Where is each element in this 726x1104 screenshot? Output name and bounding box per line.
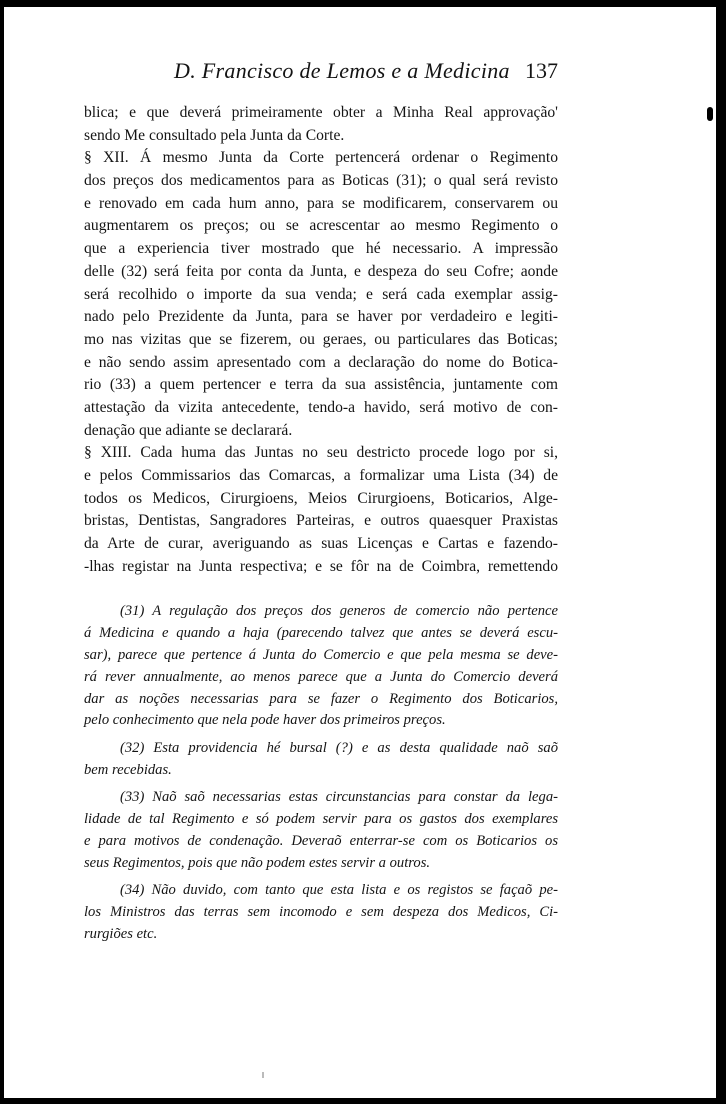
body-line: -lhas registar na Junta respectiva; e se fôr na de Coimbra, remettendo	[84, 557, 558, 575]
scan-frame-right	[716, 0, 726, 1104]
footnote-33	[84, 787, 558, 875]
scan-speck	[262, 1072, 264, 1078]
scan-frame-bottom	[0, 1098, 726, 1104]
body-line: todos os Medicos, Cirurgioens, Meios Cirurgioens, Boticarios, Alge-	[84, 489, 558, 507]
body-line: dos preços dos medicamentos para as Boticas (31); o qual será revisto	[84, 172, 558, 190]
footnote-32	[84, 738, 558, 782]
footnote-line: (34) Não duvido, com tanto que esta lista e os registos se façaõ pe-	[120, 882, 558, 899]
footnote-34	[84, 880, 558, 946]
body-line: § XIII. Cada huma das Juntas no seu destricto procede logo por si,	[84, 444, 558, 462]
body-line: denação que adiante se declarará.	[84, 421, 293, 439]
body-line: bristas, Dentistas, Sangradores Parteiras, e outros quaesquer Praxistas	[84, 512, 558, 530]
body-line: mo nas vizitas que se fizerem, ou geraes, ou particulares das Boticas;	[84, 330, 558, 348]
body-line: nado pelo Prezidente da Junta, para se haver por verdadeiro e legiti-	[84, 308, 558, 326]
margin-ink-mark	[707, 107, 713, 121]
footnote-line: los Ministros das terras sem incomodo e sem despeza dos Medicos, Ci-	[84, 904, 558, 921]
footnote-line: rá rever annualmente, ao menos parece que a Junta do Comercio deverá	[84, 668, 558, 685]
footnote-line: seus Regimentos, pois que não podem estes servir a outros.	[84, 854, 431, 871]
body-text	[84, 102, 558, 578]
body-line: e renovado em cada hum anno, para se modificarem, conservarem ou	[84, 194, 558, 212]
footnote-line: e para motivos de condenação. Deveraõ enterrar-se com os Boticarios os	[84, 832, 558, 849]
footnote-line: lidade de tal Regimento e só podem servir para os gastos dos exemplares	[84, 811, 558, 828]
running-title: D. Francisco de Lemos e a Medicina	[174, 58, 510, 83]
scan-frame-top	[0, 0, 726, 7]
footnote-31	[84, 601, 558, 732]
page-number: 137	[525, 58, 558, 83]
body-line: e não sendo assim apresentado com a declaração do nome do Botica-	[84, 353, 558, 371]
body-line: será recolhido o importe da sua venda; e será cada exemplar assig-	[84, 285, 558, 303]
footnote-line: bem recebidas.	[84, 761, 172, 778]
body-line: § XII. Á mesmo Junta da Corte pertencerá ordenar o Regimento	[84, 149, 558, 167]
body-line: sendo Me consultado pela Junta da Corte.	[84, 126, 345, 144]
footnote-line: (33) Naõ saõ necessarias estas circunstancias para constar da lega-	[120, 789, 558, 806]
footnote-line: dar as noções necessarias para se fazer o Regimento dos Boticarios,	[84, 690, 558, 707]
footnote-line: pelo conhecimento que nela pode haver dos primeiros preços.	[84, 712, 446, 729]
footnote-line: (32) Esta providencia hé bursal (?) e as desta qualidade naõ saõ	[120, 739, 558, 756]
footnote-line: á Medicina e quando a haja (parecendo talvez que antes se deverá escu-	[84, 624, 558, 641]
footnote-line: rurgiões etc.	[84, 925, 158, 942]
body-line: que a experiencia tiver mostrado que hé necessario. A impressão	[84, 240, 558, 258]
body-line: augmentarem os preços; ou se acrescentar ao mesmo Regimento o	[84, 217, 558, 235]
footnote-line: (31) A regulação dos preços dos generos de comercio não pertence	[120, 603, 558, 619]
body-line: e pelos Commissarios das Comarcas, a formalizar uma Lista (34) de	[84, 467, 558, 484]
body-line: da Arte de curar, averiguando as suas Licenças e Cartas e fazendo-	[84, 535, 558, 553]
footnotes	[84, 601, 558, 946]
page-header	[84, 58, 558, 90]
scan-frame-left	[0, 0, 4, 1104]
body-line: attestação da vizita antecedente, tendo-a havido, será motivo de con-	[84, 398, 558, 416]
body-line: blica; e que deverá primeiramente obter a Minha Real approvação'	[84, 104, 558, 121]
body-line: rio (33) a quem pertencer e terra da sua assistência, juntamente com	[84, 376, 558, 394]
footnote-line: sar), parece que pertence á Junta do Comercio e que pela mesma se deve-	[84, 646, 558, 663]
body-line: delle (32) será feita por conta da Junta, e despeza do seu Cofre; aonde	[84, 262, 558, 280]
